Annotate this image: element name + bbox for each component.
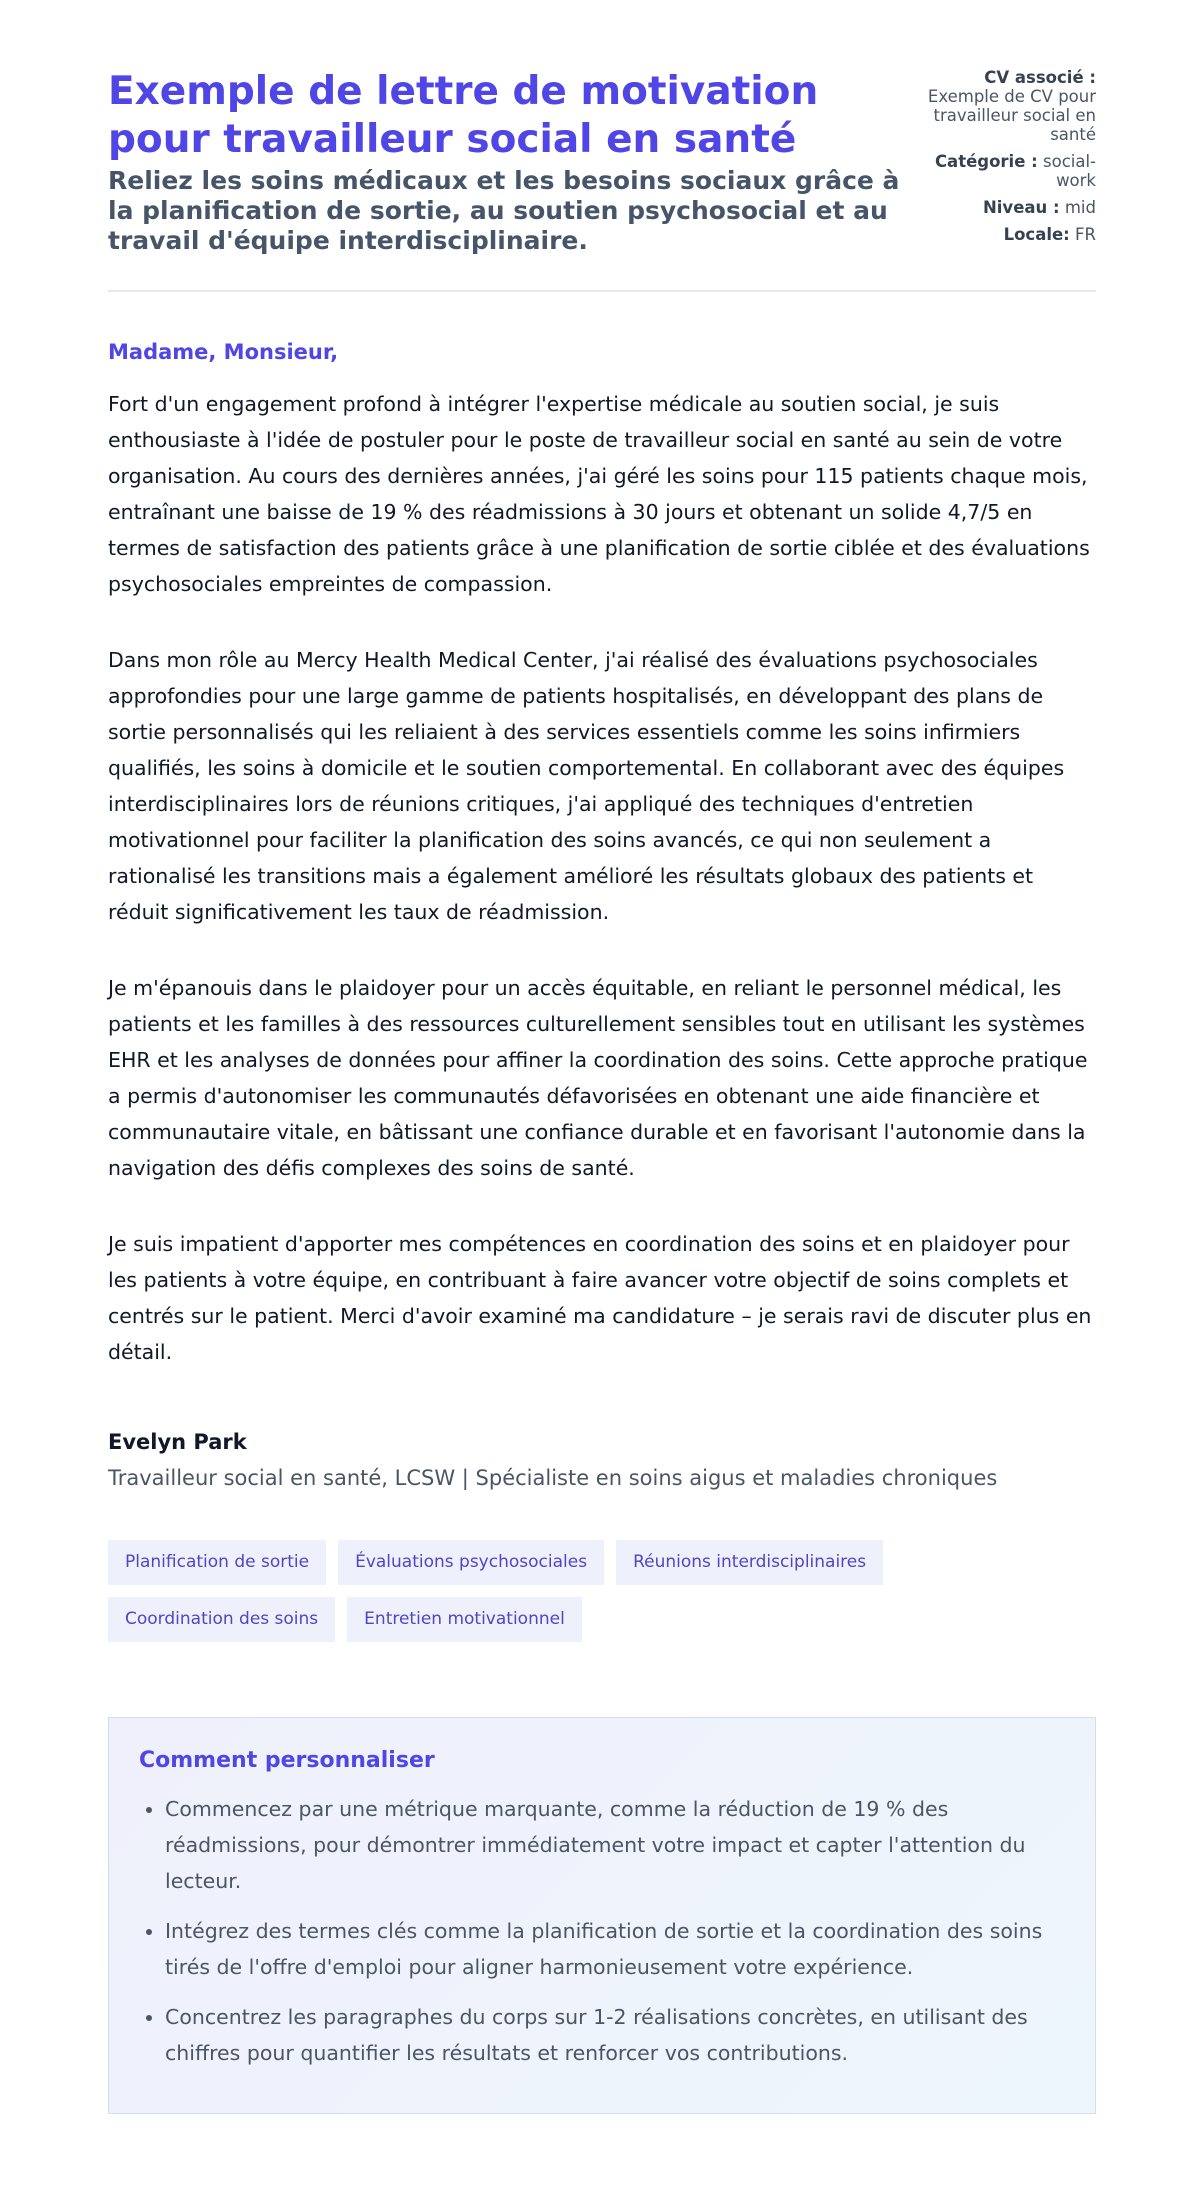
meta-locale-value: FR — [1075, 225, 1096, 244]
tip-item: • Intégrez des termes clés comme la planification de sortie et la coordination des soins tirés de l'offre d'emploi pour aligner harmonieusement votre expérience. — [165, 1913, 1065, 1985]
skill-tags — [108, 1540, 928, 1642]
meta-cv-label: CV associé : — [984, 68, 1096, 87]
header-divider — [108, 290, 1096, 292]
skill-tag: Planification de sortie — [108, 1540, 326, 1585]
meta-cv — [906, 68, 1096, 144]
salutation: Madame, Monsieur, — [108, 340, 339, 364]
skill-tag: Réunions interdisciplinaires — [616, 1540, 883, 1585]
title-block — [108, 68, 906, 256]
tips-title: Comment personnaliser — [139, 1748, 435, 1773]
skill-tag: Entretien motivationnel — [347, 1597, 582, 1642]
skill-tag: Coordination des soins — [108, 1597, 335, 1642]
meta-cv-link[interactable]: Exemple de CV pour travailleur social en santé — [927, 87, 1096, 144]
page-header — [108, 68, 1096, 256]
tip-item: • Commencez par une métrique marquante, comme la réduction de 19 % des réadmissions, pour démontrer immédiatement votre impact et capter l'attention du lecteur. — [165, 1791, 1065, 1899]
meta-panel — [906, 68, 1096, 252]
tips-list — [139, 1791, 1065, 2071]
meta-level-label: Niveau : — [982, 198, 1060, 217]
tip-item: • Concentrez les paragraphes du corps sur 1-2 réalisations concrètes, en utilisant des chiffres pour quantifier les résultats et renforcer vos contributions. — [165, 1999, 1065, 2071]
customization-tips — [108, 1717, 1096, 2114]
meta-category-value: social-work — [1043, 152, 1096, 190]
skill-tag: Évaluations psychosociales — [338, 1540, 604, 1585]
body-paragraph: Fort d'un engagement profond à intégrer l'expertise médicale au soutien social, je suis enthousiaste à l'idée de postuler pour le poste de travailleur social en santé au sein de votre organisation. Au cours des dernières années, j'ai géré les soins pour 115 patients chaque mois, entraînant une baisse de 19 % des réadmissions à 30 jours et obtenant un solide 4,7/5 en termes de satisfaction des patients grâce à une planification de sortie ciblée et des évaluations psychosociales empreintes de compassion. — [108, 392, 1090, 596]
page-title: Exemple de lettre de motivation pour travailleur social en santé — [108, 69, 819, 162]
meta-locale-label: Locale: — [1003, 225, 1070, 244]
meta-locale — [906, 225, 1096, 244]
signature-title: Travailleur social en santé, LCSW | Spécialiste en soins aigus et maladies chroniques — [108, 1466, 998, 1490]
meta-category-label: Catégorie : — [934, 152, 1038, 171]
body-paragraph: Je suis impatient d'apporter mes compétences en coordination des soins et en plaidoyer pour les patients à votre équipe, en contribuant à faire avancer votre objectif de soins complets et centrés sur le patient. Merci d'avoir examiné ma candidature – je serais ravi de discuter plus en détail. — [108, 1232, 1092, 1364]
meta-level-value: mid — [1064, 198, 1096, 217]
meta-category — [906, 152, 1096, 190]
signature-name: Evelyn Park — [108, 1430, 247, 1454]
body-paragraph: Je m'épanouis dans le plaidoyer pour un accès équitable, en reliant le personnel médical, les patients et les familles à des ressources culturellement sensibles tout en utilisant les systèmes EHR et les analyses de données pour affiner la coordination des soins. Cette approche pratique a permis d'autonomiser les communautés défavorisées en obtenant une aide financière et communautaire vitale, en bâtissant une confiance durable et en favorisant l'autonomie dans la navigation des défis complexes des soins de santé. — [108, 976, 1088, 1180]
meta-level — [906, 198, 1096, 217]
body-paragraph: Dans mon rôle au Mercy Health Medical Center, j'ai réalisé des évaluations psychosociales approfondies pour une large gamme de patients hospitalisés, en développant des plans de sortie personnalisés qui les reliaient à des services essentiels comme les soins infirmiers qualifiés, les soins à domicile et le soutien comportemental. En collaborant avec des équipes interdisciplinaires lors de réunions critiques, j'ai appliqué des techniques d'entretien motivationnel pour faciliter la planification des soins avancés, ce qui non seulement a rationalisé les transitions mais a également amélioré les résultats globaux des patients et réduit significativement les taux de réadmission. — [108, 648, 1065, 924]
page-subtitle: Reliez les soins médicaux et les besoins sociaux grâce à la planification de sortie, au soutien psychosocial et au travail d'équipe interdisciplinaire. — [108, 166, 900, 255]
